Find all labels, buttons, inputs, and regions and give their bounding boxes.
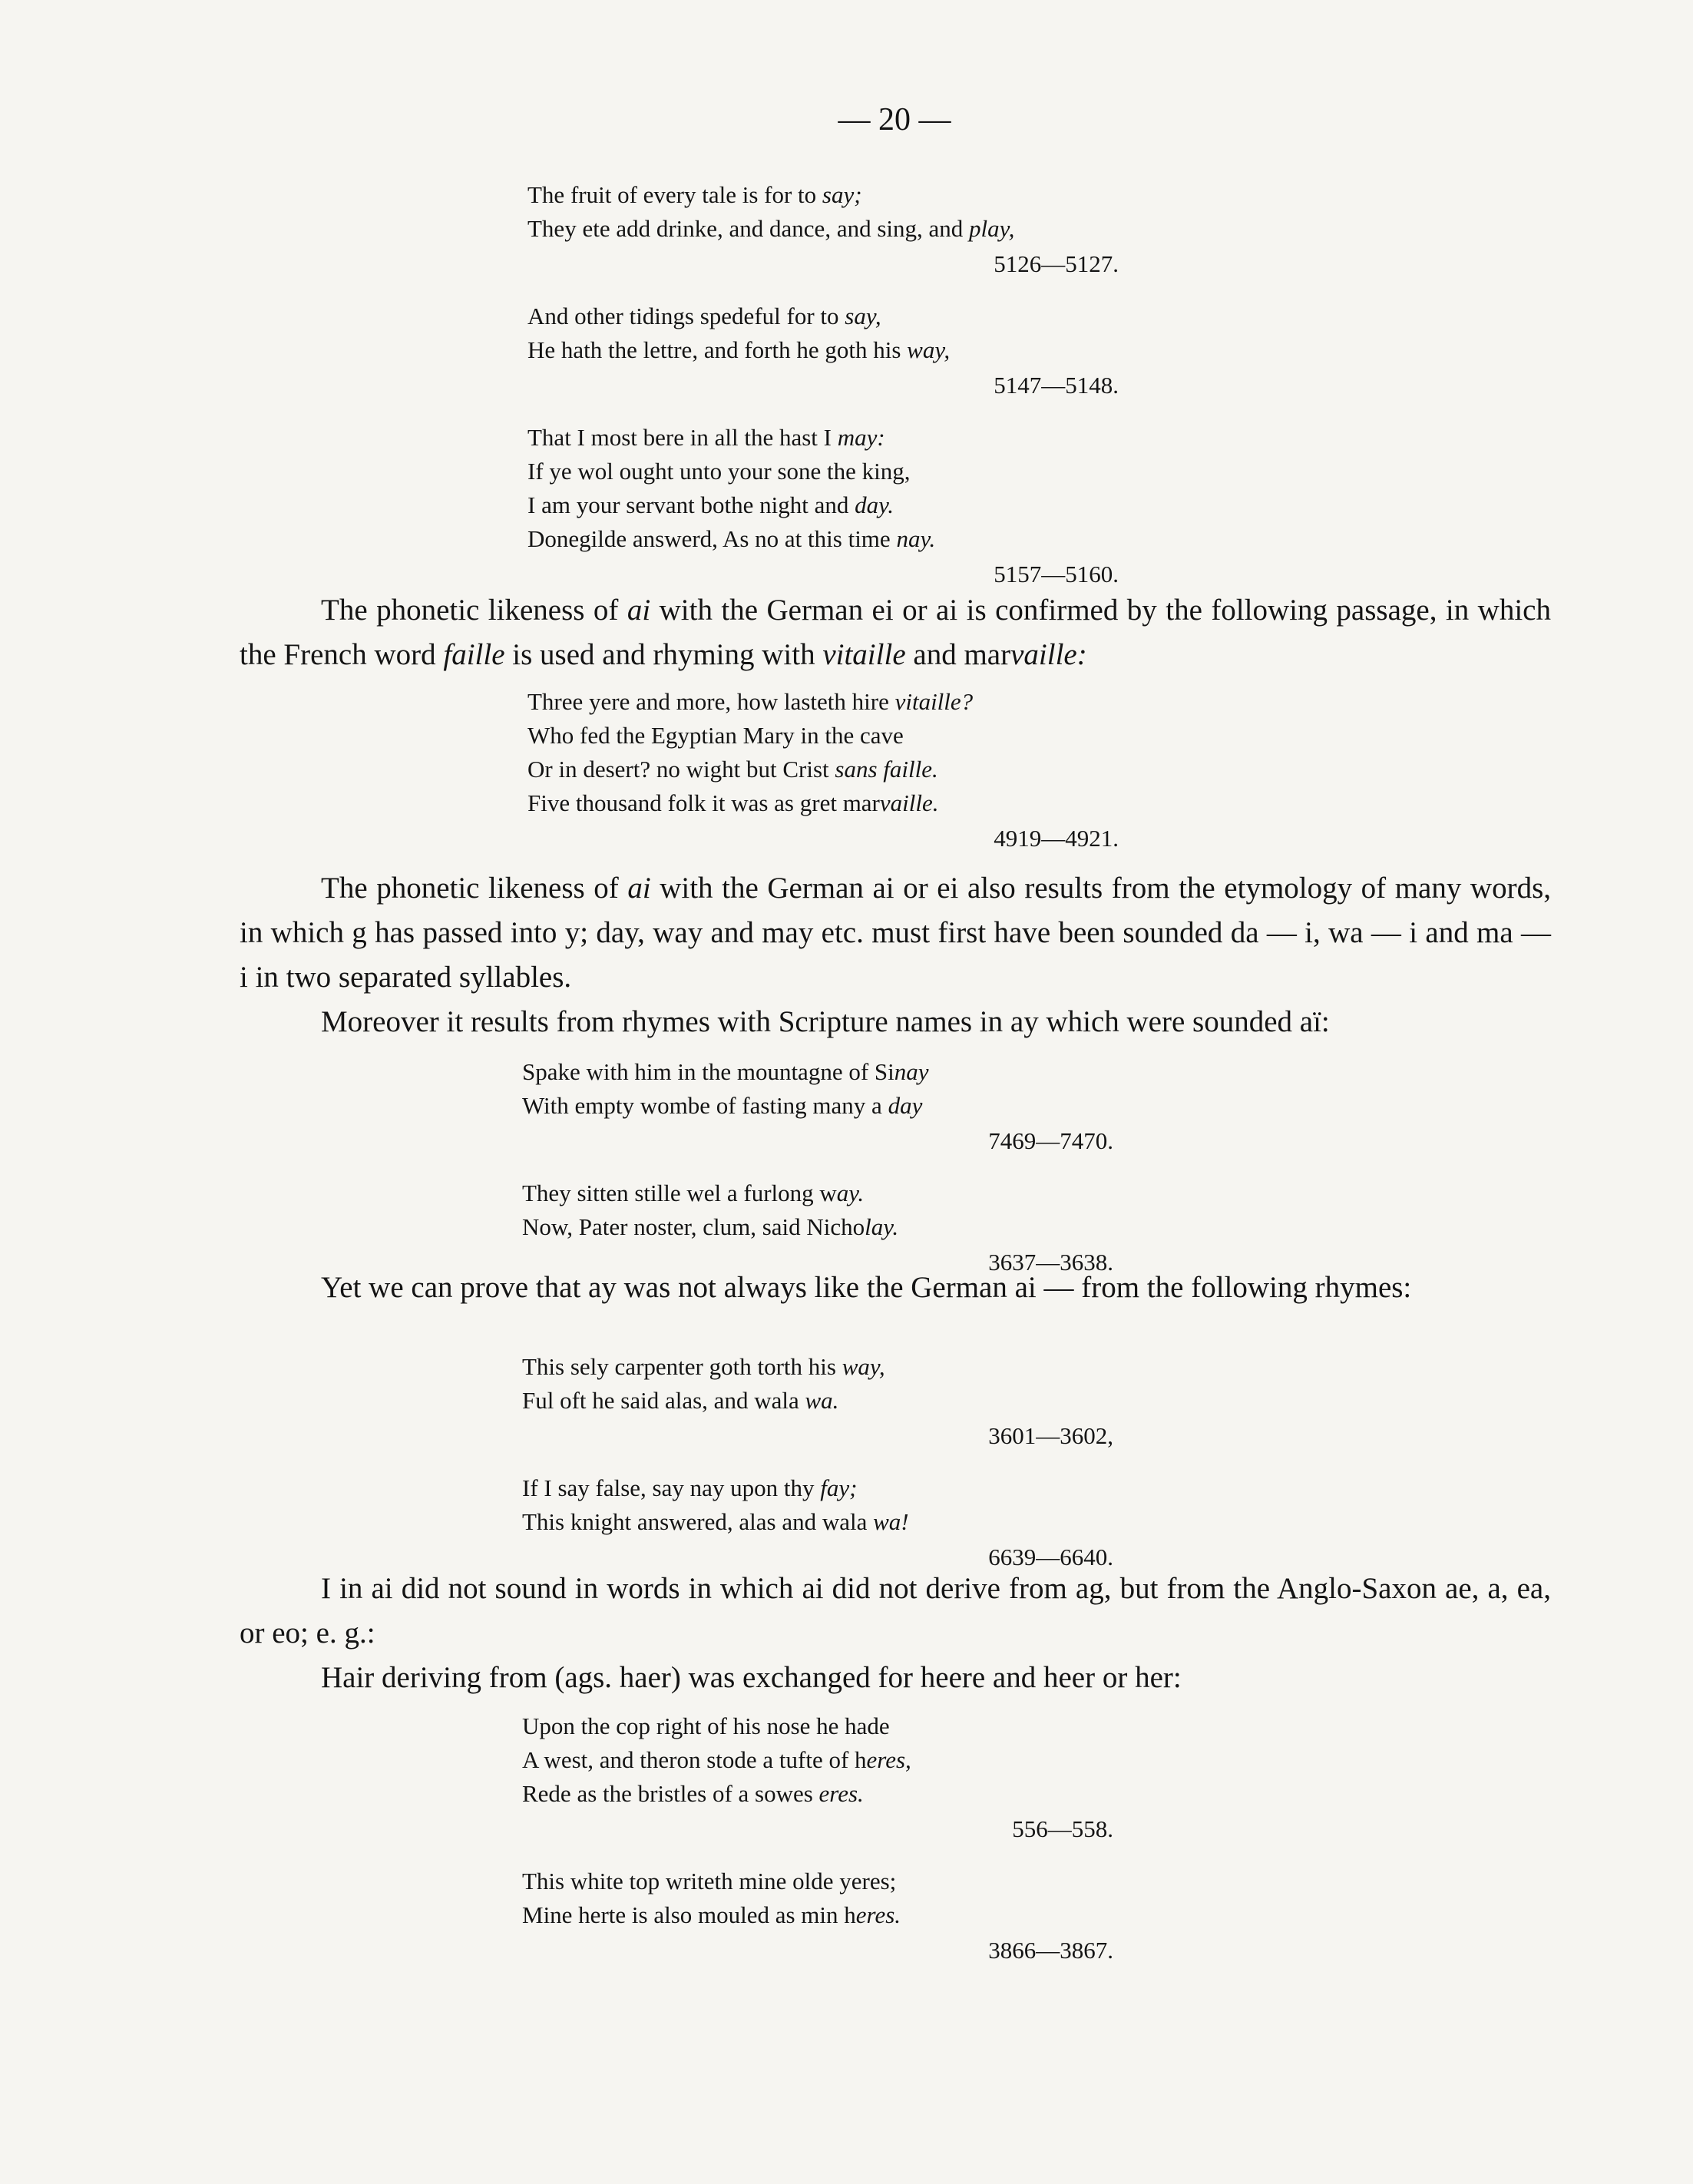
verse-line: I am your servant bothe night and day. (527, 491, 894, 518)
verse-block (527, 685, 1119, 855)
italic-text: sans faille. (835, 756, 938, 783)
verse-line: That I most bere in all the hast I may: (527, 424, 885, 451)
verse-line: If ye wol ought unto your sone the king, (527, 458, 911, 485)
verse-line: He hath the lettre, and forth he goth his way, (527, 336, 951, 363)
verse-line: With empty wombe of fasting many a day (522, 1092, 923, 1119)
stanza-gap (527, 281, 1119, 299)
line-reference: 3866—3867. (988, 1937, 1113, 1964)
paragraph-text: Hair deriving from (ags. haer) was exchanged for heere and heer or her: (321, 1661, 1182, 1694)
prose-paragraph (240, 866, 1551, 1044)
italic-text: vitaille (822, 638, 906, 671)
prose-paragraph (240, 1567, 1551, 1700)
verse-line: A west, and theron stode a tufte of heres, (522, 1746, 911, 1773)
verse-block (522, 1350, 1113, 1574)
stanza (527, 421, 1119, 591)
verse-block (522, 1055, 1113, 1279)
stanza (522, 1350, 1113, 1453)
stanza (527, 299, 1119, 402)
italic-text: eres. (855, 1901, 901, 1928)
verse-line: Spake with him in the mountagne of Sinay (522, 1058, 929, 1085)
stanza (527, 178, 1119, 281)
line-reference: 5126—5127. (994, 250, 1119, 277)
italic-text: vaille: (1010, 638, 1087, 671)
italic-text: ay. (836, 1180, 865, 1206)
line-reference: 4919—4921. (994, 825, 1119, 852)
verse-line: Or in desert? no wight but Crist sans faille. (527, 756, 938, 783)
italic-text: nay (894, 1058, 929, 1085)
prose-paragraph (240, 1266, 1551, 1310)
prose-paragraph (240, 588, 1551, 677)
italic-text: vaille. (879, 789, 939, 816)
verse-line: They ete add drinke, and dance, and sing, and play, (527, 215, 1015, 242)
italic-text: lay. (865, 1213, 899, 1240)
paragraph-text: The phonetic likeness of ai with the German ei or ai is confirmed by the following passage, in which the French word faille is used and rhyming with vitaille and marvaille: (240, 594, 1551, 671)
italic-text: say; (822, 181, 862, 208)
stanza-gap (522, 1453, 1113, 1471)
verse-line: They sitten stille wel a furlong way. (522, 1180, 865, 1206)
stanza (522, 1709, 1113, 1846)
line-reference: 556—558. (1012, 1815, 1113, 1842)
stanza (522, 1865, 1113, 1967)
paragraph-text: The phonetic likeness of ai with the German ai or ei also results from the etymology of many words, in which g has passed into y; day, way and may etc. must first have been sounded da — i, wa — i and ma — i in two separated syllables. (240, 872, 1552, 994)
italic-text: wa! (873, 1508, 909, 1535)
italic-text: fay; (820, 1474, 858, 1501)
verse-line: Ful oft he said alas, and wala wa. (522, 1387, 839, 1414)
stanza (522, 1471, 1113, 1574)
line-reference: 3601—3602, (988, 1422, 1113, 1449)
stanza-gap (522, 1158, 1113, 1176)
italic-text: nay. (896, 525, 936, 552)
verse-line: This knight answered, alas and wala wa! (522, 1508, 909, 1535)
italic-text: vitaille? (894, 688, 974, 715)
verse-line: The fruit of every tale is for to say; (527, 181, 862, 208)
italic-text: may: (837, 424, 885, 451)
verse-line: Upon the cop right of his nose he hade (522, 1712, 890, 1739)
italic-text: ai (627, 594, 651, 627)
verse-line: Who fed the Egyptian Mary in the cave (527, 722, 904, 749)
verse-line: This sely carpenter goth torth his way, (522, 1353, 885, 1380)
italic-text: way, (842, 1353, 885, 1380)
paragraph-text: I in ai did not sound in words in which ai did not derive from ag, but from the Anglo-Saxon ae, a, ea, or eo; e. g.: (240, 1572, 1551, 1650)
stanza (522, 1055, 1113, 1158)
stanza (522, 1176, 1113, 1279)
verse-line: Now, Pater noster, clum, said Nicholay. (522, 1213, 899, 1240)
italic-text: ai (627, 872, 651, 905)
line-reference: 7469—7470. (988, 1127, 1113, 1154)
verse-line: Rede as the bristles of a sowes eres. (522, 1780, 864, 1807)
stanza-gap (527, 402, 1119, 421)
stanza (527, 685, 1119, 855)
verse-line: Five thousand folk it was as gret marvaille. (527, 789, 939, 816)
stanza-gap (522, 1846, 1113, 1865)
paragraph-text: Yet we can prove that ay was not always like the German ai — from the following rhymes: (321, 1271, 1412, 1304)
line-reference: 6639—6640. (988, 1544, 1113, 1570)
verse-line: Donegilde answerd, As no at this time nay. (527, 525, 936, 552)
italic-text: faille (443, 638, 505, 671)
page-number: — 20 — (838, 102, 951, 137)
italic-text: play, (969, 215, 1015, 242)
italic-text: say, (845, 303, 881, 329)
line-reference: 3637—3638. (988, 1249, 1113, 1276)
verse-line: Mine herte is also mouled as min heres. (522, 1901, 901, 1928)
verse-line: And other tidings spedeful for to say, (527, 303, 881, 329)
line-reference: 5157—5160. (994, 561, 1119, 587)
italic-text: wa. (805, 1387, 839, 1414)
verse-block (527, 178, 1119, 591)
verse-line: This white top writeth mine olde yeres; (522, 1868, 897, 1894)
italic-text: eres. (818, 1780, 864, 1807)
italic-text: day. (855, 491, 894, 518)
paragraph-text: Moreover it results from rhymes with Scripture names in ay which were sounded aï: (321, 1005, 1330, 1038)
italic-text: day (888, 1092, 923, 1119)
verse-line: If I say false, say nay upon thy fay; (522, 1474, 858, 1501)
italic-text: way, (907, 336, 951, 363)
verse-line: Three yere and more, how lasteth hire vitaille? (527, 688, 974, 715)
italic-text: eres, (866, 1746, 911, 1773)
line-reference: 5147—5148. (994, 372, 1119, 399)
verse-block (522, 1709, 1113, 1967)
